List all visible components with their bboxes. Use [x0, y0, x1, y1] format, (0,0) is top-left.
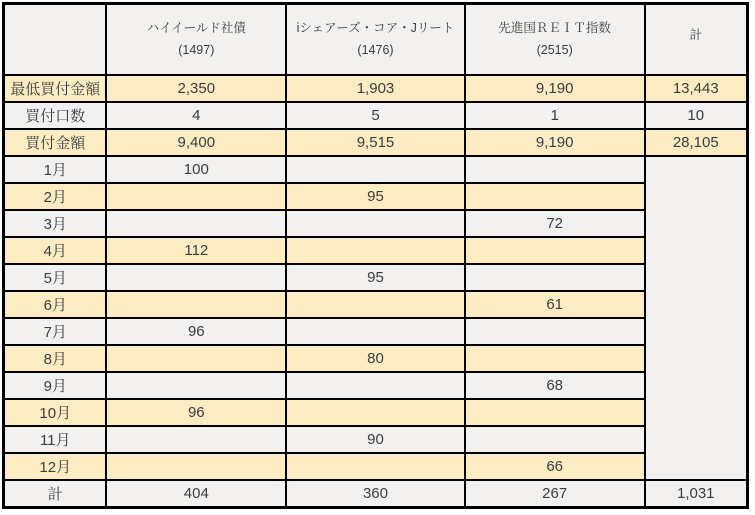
- table-cell: [106, 345, 286, 372]
- row-label-cell: 買付金額: [4, 129, 107, 156]
- table-cell: [286, 156, 465, 183]
- table-cell: [465, 183, 645, 210]
- row-label-cell: 4月: [4, 237, 107, 264]
- row-label-cell: 10月: [4, 399, 107, 426]
- table-cell: 360: [286, 480, 465, 508]
- table-cell: 61: [465, 291, 645, 318]
- column-header: [645, 4, 748, 75]
- table-cell: 1: [465, 102, 645, 129]
- column-header-name: 計: [689, 27, 703, 42]
- table-cell: 9,190: [465, 129, 645, 156]
- table-cell: 2,350: [106, 75, 286, 102]
- table-cell: [106, 264, 286, 291]
- table-cell: [465, 237, 645, 264]
- table-row: [4, 399, 748, 426]
- row-label-cell: 買付口数: [4, 102, 107, 129]
- row-label-cell: 3月: [4, 210, 107, 237]
- table-cell: [286, 210, 465, 237]
- table-cell: 95: [286, 183, 465, 210]
- table-cell: 9,190: [465, 75, 645, 102]
- table-cell: [106, 291, 286, 318]
- table-cell: 267: [465, 480, 645, 508]
- table-cell: 404: [106, 480, 286, 508]
- table-row: [4, 210, 748, 237]
- table-cell: [286, 372, 465, 399]
- column-header-code: (1497): [178, 42, 215, 57]
- table-cell: 112: [106, 237, 286, 264]
- table-cell: 68: [465, 372, 645, 399]
- table-cell: 80: [286, 345, 465, 372]
- column-header: [286, 4, 465, 75]
- table-cell: [286, 237, 465, 264]
- table-row: [4, 291, 748, 318]
- table-row: [4, 318, 748, 345]
- table-cell: [465, 318, 645, 345]
- row-label-cell: 8月: [4, 345, 107, 372]
- table-cell: [286, 399, 465, 426]
- header-row: [4, 4, 748, 75]
- table-cell: 96: [106, 399, 286, 426]
- column-header: [465, 4, 645, 75]
- table-cell: [286, 291, 465, 318]
- table-row: [4, 264, 748, 291]
- table-cell: [465, 345, 645, 372]
- column-header-code: (2515): [536, 42, 573, 57]
- table-cell: [106, 210, 286, 237]
- table-cell: 5: [286, 102, 465, 129]
- row-label-cell: 5月: [4, 264, 107, 291]
- table-cell: 9,515: [286, 129, 465, 156]
- table-cell: [465, 399, 645, 426]
- purchase-summary-table: [2, 2, 749, 509]
- table-cell: [286, 453, 465, 480]
- table-cell: [286, 318, 465, 345]
- column-header-name: 先進国ＲＥＩＴ指数: [498, 21, 611, 36]
- row-label-cell: 9月: [4, 372, 107, 399]
- column-header-name: ハイイールド社債: [146, 21, 246, 36]
- column-header: [106, 4, 286, 75]
- table-cell: [465, 264, 645, 291]
- table-cell: 72: [465, 210, 645, 237]
- table-cell: [106, 372, 286, 399]
- table-cell: [465, 156, 645, 183]
- column-header-code: (1476): [357, 42, 394, 57]
- table-cell: 13,443: [645, 75, 748, 102]
- table-cell: 9,400: [106, 129, 286, 156]
- table-row: [4, 129, 748, 156]
- table-cell: 4: [106, 102, 286, 129]
- corner-header-cell: [4, 4, 107, 75]
- row-label-cell: 12月: [4, 453, 107, 480]
- row-label-cell: 11月: [4, 426, 107, 453]
- row-label-cell: 計: [4, 480, 107, 508]
- table-cell: 1,903: [286, 75, 465, 102]
- table-cell: 1,031: [645, 480, 748, 508]
- table-cell: 28,105: [645, 129, 748, 156]
- table-row: [4, 426, 748, 453]
- table-cell: 10: [645, 102, 748, 129]
- column-header-name: iシェアーズ・コア・Jリート: [296, 21, 455, 36]
- table-row: [4, 345, 748, 372]
- row-label-cell: 1月: [4, 156, 107, 183]
- table-cell: 100: [106, 156, 286, 183]
- table-row: [4, 453, 748, 480]
- table-row: [4, 183, 748, 210]
- table-row: [4, 102, 748, 129]
- table-cell: 66: [465, 453, 645, 480]
- table-row: [4, 75, 748, 102]
- row-label-cell: 6月: [4, 291, 107, 318]
- table-cell: 96: [106, 318, 286, 345]
- table-cell: 90: [286, 426, 465, 453]
- row-label-cell: 7月: [4, 318, 107, 345]
- table-row: [4, 372, 748, 399]
- row-label-cell: 2月: [4, 183, 107, 210]
- table-cell: [106, 453, 286, 480]
- table-cell: [106, 426, 286, 453]
- row-label-cell: 最低買付金額: [4, 75, 107, 102]
- table-row: [4, 237, 748, 264]
- table-row: [4, 480, 748, 508]
- table-cell: [465, 426, 645, 453]
- merged-total-cell: [645, 156, 748, 480]
- table-body: [4, 75, 748, 508]
- table-cell: 95: [286, 264, 465, 291]
- table-cell: [106, 183, 286, 210]
- table-row: [4, 156, 748, 183]
